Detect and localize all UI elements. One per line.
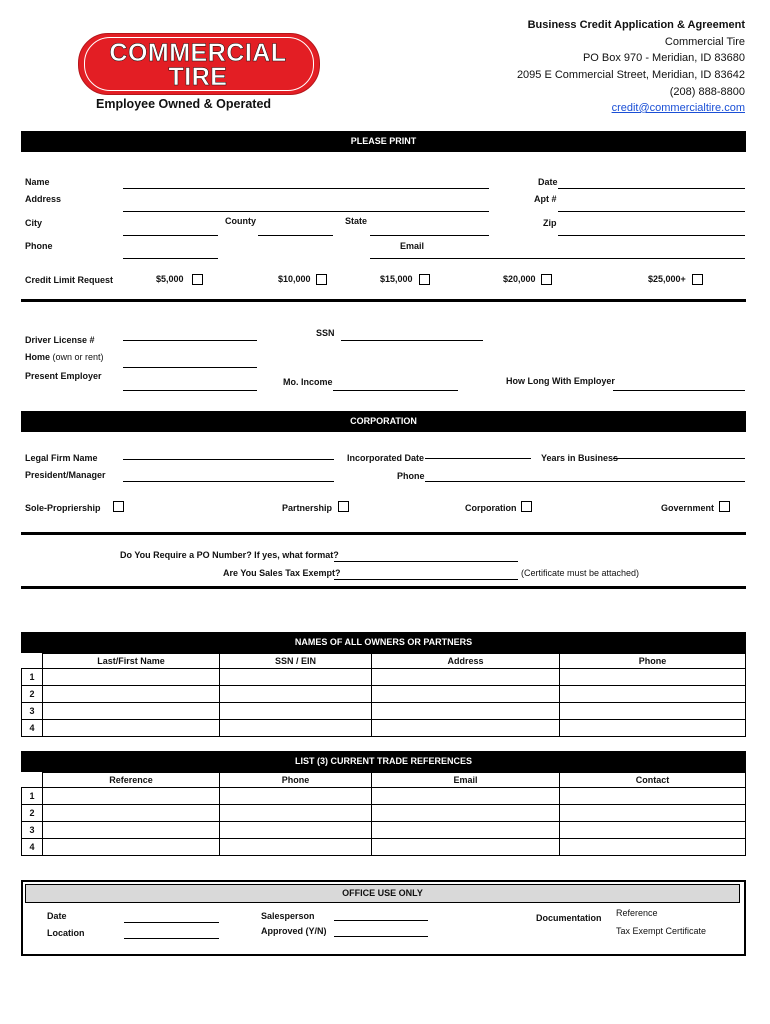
email-field[interactable] (370, 258, 745, 259)
credit-option-5000: $5,000 (156, 274, 184, 284)
apt-field[interactable] (558, 211, 745, 212)
credit-option-25000: $25,000+ (648, 274, 686, 284)
date-field[interactable] (558, 188, 745, 189)
trade-phone-cell[interactable] (220, 788, 372, 805)
city-label: City (25, 218, 43, 228)
owners-col-ssn: SSN / EIN (220, 654, 372, 669)
phone-field[interactable] (123, 258, 218, 259)
owner-ssn-cell[interactable] (220, 686, 372, 703)
owner-phone-cell[interactable] (560, 720, 746, 737)
owner-address-cell[interactable] (372, 720, 560, 737)
type-corporation: Corporation (465, 503, 517, 513)
office-reference-label: Reference (616, 908, 658, 918)
table-row (22, 720, 746, 737)
trade-col-phone: Phone (220, 773, 372, 788)
trade-email-cell[interactable] (372, 822, 560, 839)
approved-field[interactable] (334, 936, 428, 937)
table-row (22, 669, 746, 686)
office-date-label: Date (47, 911, 67, 921)
documentation-label: Documentation (536, 913, 602, 923)
header-blank (22, 654, 43, 669)
credit-option-20000: $20,000 (503, 274, 536, 284)
owner-address-cell[interactable] (372, 686, 560, 703)
president-field[interactable] (123, 481, 334, 482)
credit-checkbox-20000[interactable] (541, 274, 552, 285)
home-label (25, 352, 104, 362)
salesperson-field[interactable] (334, 920, 428, 921)
incorporated-field[interactable] (425, 458, 531, 459)
county-field[interactable] (258, 235, 333, 236)
office-title: OFFICE USE ONLY (25, 884, 740, 903)
office-location-field[interactable] (124, 938, 219, 939)
income-field[interactable] (333, 390, 458, 391)
row-number: 4 (22, 839, 43, 856)
owners-header-row (22, 654, 746, 669)
trade-phone-cell[interactable] (220, 805, 372, 822)
owner-phone-cell[interactable] (560, 703, 746, 720)
state-label: State (345, 216, 368, 226)
trade-email-cell[interactable] (372, 805, 560, 822)
table-row (22, 822, 746, 839)
section-corporation: CORPORATION (21, 411, 746, 432)
owner-phone-cell[interactable] (560, 686, 746, 703)
tax-note: (Certificate must be attached) (521, 568, 640, 578)
name-label: Name (25, 177, 50, 187)
credit-option-10000: $10,000 (278, 274, 311, 284)
ssn-label: SSN (316, 328, 335, 338)
row-number: 2 (22, 805, 43, 822)
form-title: Business Credit Application & Agreement (527, 19, 745, 31)
driver-license-field[interactable] (123, 340, 257, 341)
owner-ssn-cell[interactable] (220, 669, 372, 686)
street-address: 2095 E Commercial Street, Meridian, ID 83642 (516, 69, 745, 81)
address-label: Address (25, 194, 62, 204)
corp-phone-field[interactable] (425, 481, 745, 482)
zip-label: Zip (543, 218, 557, 228)
office-use-box (21, 880, 746, 956)
header-blank (22, 773, 43, 788)
po-question: Do You Require a PO Number? If yes, what format? (120, 550, 339, 560)
logo-line2: TIRE (168, 63, 228, 91)
company-name: Commercial Tire (664, 36, 745, 48)
credit-checkbox-15000[interactable] (419, 274, 430, 285)
trade-contact-cell[interactable] (560, 788, 746, 805)
home-field[interactable] (123, 367, 257, 368)
home-text: Home (25, 352, 51, 362)
owner-name-cell[interactable] (43, 669, 220, 686)
apt-label: Apt # (534, 194, 557, 204)
address-field[interactable] (123, 211, 489, 212)
city-field[interactable] (123, 235, 218, 236)
employer-field[interactable] (123, 390, 257, 391)
trade-email-cell[interactable] (372, 839, 560, 856)
credit-limit-label: Credit Limit Request (25, 275, 114, 285)
employer-label: Present Employer (25, 371, 102, 381)
row-number: 3 (22, 703, 43, 720)
trade-contact-cell[interactable] (560, 805, 746, 822)
company-logo (78, 33, 320, 95)
trade-contact-cell[interactable] (560, 839, 746, 856)
trade-reference-cell[interactable] (43, 805, 220, 822)
owner-name-cell[interactable] (43, 720, 220, 737)
type-government-checkbox[interactable] (719, 501, 730, 512)
trade-reference-cell[interactable] (43, 788, 220, 805)
company-email[interactable]: credit@commercialtire.com (611, 102, 745, 114)
legal-name-label: Legal Firm Name (25, 453, 98, 463)
trade-col-reference: Reference (43, 773, 220, 788)
type-sole-checkbox[interactable] (113, 501, 124, 512)
owner-ssn-cell[interactable] (220, 720, 372, 737)
owner-phone-cell[interactable] (560, 669, 746, 686)
type-corporation-checkbox[interactable] (521, 501, 532, 512)
tax-question: Are You Sales Tax Exempt? (223, 568, 341, 578)
credit-checkbox-25000[interactable] (692, 274, 703, 285)
date-label: Date (538, 177, 558, 187)
divider (21, 586, 746, 589)
company-phone: (208) 888-8800 (669, 86, 745, 98)
trade-email-cell[interactable] (372, 788, 560, 805)
incorporated-label: Incorporated Date (347, 453, 425, 463)
owner-address-cell[interactable] (372, 669, 560, 686)
trade-col-email: Email (372, 773, 560, 788)
section-trade-references: LIST (3) CURRENT TRADE REFERENCES (21, 751, 746, 772)
owners-col-phone: Phone (560, 654, 746, 669)
table-row (22, 788, 746, 805)
legal-name-field[interactable] (123, 459, 334, 460)
ssn-field[interactable] (341, 340, 483, 341)
row-number: 3 (22, 822, 43, 839)
row-number: 2 (22, 686, 43, 703)
trade-table (21, 772, 746, 856)
trade-contact-cell[interactable] (560, 822, 746, 839)
type-partnership: Partnership (282, 503, 333, 513)
table-row (22, 805, 746, 822)
salesperson-label: Salesperson (261, 911, 315, 921)
table-row (22, 839, 746, 856)
state-field[interactable] (370, 235, 489, 236)
office-location-label: Location (47, 928, 85, 938)
approved-label: Approved (Y/N) (261, 926, 327, 936)
trade-phone-cell[interactable] (220, 839, 372, 856)
years-label: Years in Business (541, 453, 619, 463)
credit-checkbox-5000[interactable] (192, 274, 203, 285)
table-row (22, 686, 746, 703)
credit-option-15000: $15,000 (380, 274, 413, 284)
tax-cert-label: Tax Exempt Certificate (616, 926, 707, 936)
phone-label: Phone (25, 241, 53, 251)
logo-line1: COMMERCIAL (109, 39, 287, 67)
email-label: Email (400, 241, 425, 251)
name-field[interactable] (123, 188, 489, 189)
owner-name-cell[interactable] (43, 686, 220, 703)
owners-col-name: Last/First Name (43, 654, 220, 669)
row-number: 4 (22, 720, 43, 737)
trade-reference-cell[interactable] (43, 839, 220, 856)
office-date-field[interactable] (124, 922, 219, 923)
section-please-print: PLEASE PRINT (21, 131, 746, 152)
type-sole: Sole-Propriership (25, 503, 101, 513)
table-row (22, 703, 746, 720)
po-field[interactable] (334, 561, 518, 562)
president-label: President/Manager (25, 470, 106, 480)
logo-tagline: Employee Owned & Operated (96, 97, 272, 111)
zip-field[interactable] (558, 235, 745, 236)
divider (21, 299, 746, 302)
trade-col-contact: Contact (560, 773, 746, 788)
row-number: 1 (22, 788, 43, 805)
type-government: Government (661, 503, 715, 513)
owner-address-cell[interactable] (372, 703, 560, 720)
tax-field[interactable] (334, 579, 518, 580)
owner-name-cell[interactable] (43, 703, 220, 720)
county-label: County (225, 216, 256, 226)
income-label: Mo. Income (283, 377, 333, 387)
owners-col-address: Address (372, 654, 560, 669)
driver-license-label: Driver License # (25, 335, 95, 345)
po-box: PO Box 970 - Meridian, ID 83680 (582, 52, 745, 64)
credit-checkbox-10000[interactable] (316, 274, 327, 285)
divider (21, 532, 746, 535)
type-partnership-checkbox[interactable] (338, 501, 349, 512)
row-number: 1 (22, 669, 43, 686)
how-long-field[interactable] (613, 390, 745, 391)
home-note: (own or rent) (52, 352, 104, 362)
trade-phone-cell[interactable] (220, 822, 372, 839)
section-owners: NAMES OF ALL OWNERS OR PARTNERS (21, 632, 746, 653)
trade-header-row (22, 773, 746, 788)
owner-ssn-cell[interactable] (220, 703, 372, 720)
trade-reference-cell[interactable] (43, 822, 220, 839)
years-field[interactable] (613, 458, 745, 459)
owners-table (21, 653, 746, 737)
how-long-label: How Long With Employer (506, 376, 615, 386)
corp-phone-label: Phone (397, 471, 425, 481)
